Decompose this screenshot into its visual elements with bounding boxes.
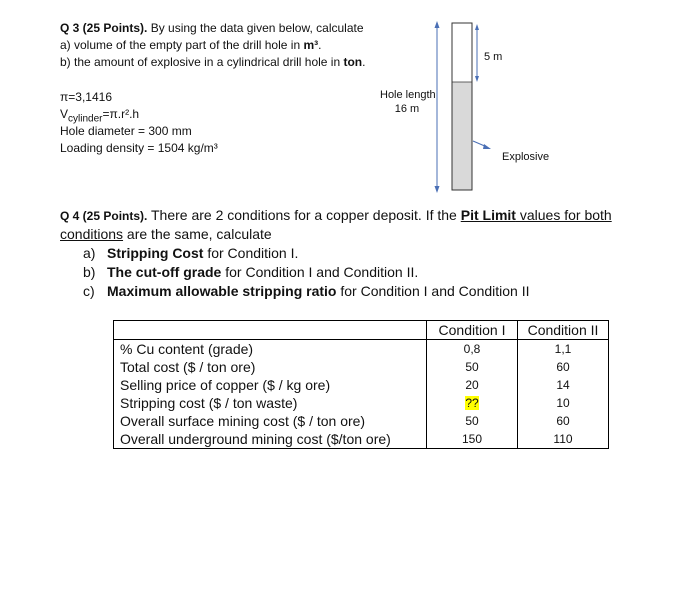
table-row (114, 358, 609, 376)
row-label: % Cu content (grade) (114, 340, 427, 359)
copper-conditions-table (113, 320, 609, 449)
hole-length-arrow-top (435, 21, 440, 28)
q3-heading (60, 20, 364, 37)
header-empty (114, 321, 427, 340)
unknown-value-highlight: ?? (465, 396, 479, 410)
top-length-arrow-bottom (475, 76, 479, 82)
volume-subscript: cylinder (68, 113, 103, 125)
row-label: Overall underground mining cost ($/ton ore) (114, 430, 427, 449)
condition-2-value: 60 (518, 412, 609, 430)
q4-item-c-rest: for Condition I and Condition II (336, 283, 530, 299)
q3-part-b-text: b) the amount of explosive in a cylindrical drill hole in (60, 55, 344, 69)
table-row (114, 394, 609, 412)
table-row (114, 412, 609, 430)
condition-2-value: 14 (518, 376, 609, 394)
volume-expression: =π.r².h (102, 107, 140, 121)
q4-conditions: conditions (60, 226, 124, 242)
condition-1-value (427, 394, 518, 412)
condition-1-value: 20 (427, 376, 518, 394)
hole-length-arrow-bottom (435, 186, 440, 193)
q4-item-b-bold: The cut-off grade (107, 264, 222, 280)
q4-item-a (83, 244, 298, 263)
q4-item-a-rest: for Condition I. (203, 245, 299, 261)
header-condition-1: Condition I (427, 321, 518, 340)
top-length-arrow-top (475, 24, 479, 30)
q3-part-a-unit: m³ (303, 38, 319, 52)
q4-item-c-bold: Maximum allowable stripping ratio (107, 283, 337, 299)
table-row (114, 376, 609, 394)
header-condition-2: Condition II (518, 321, 609, 340)
table-row (114, 430, 609, 449)
q3-part-b-end: . (362, 55, 366, 69)
volume-symbol: V (60, 107, 69, 121)
explosive-pointer-head (483, 144, 491, 149)
q4-heading-line1 (60, 206, 612, 226)
q3-part-b (60, 54, 365, 71)
q4-item-a-bold: Stripping Cost (107, 245, 204, 261)
condition-1-value: 50 (427, 412, 518, 430)
row-label: Total cost ($ / ton ore) (114, 358, 427, 376)
pit-limit-term: Pit Limit (460, 207, 516, 223)
q4-heading-line2 (60, 225, 272, 244)
condition-2-value: 110 (518, 430, 609, 449)
condition-1-value: 50 (427, 358, 518, 376)
hole-length-title: Hole length (380, 89, 436, 101)
condition-1-value: 150 (427, 430, 518, 449)
row-label: Selling price of copper ($ / kg ore) (114, 376, 427, 394)
q3-heading-bold: Q 3 (25 Points). (60, 21, 148, 35)
top-length-label: 5 m (484, 51, 503, 63)
q4-item-a-label: a) (83, 245, 96, 261)
q4-item-c (83, 282, 530, 301)
hole-length-value: 16 m (394, 103, 420, 115)
explosive-label: Explosive (502, 151, 550, 163)
q4-item-c-label: c) (83, 283, 95, 299)
q4-values-for-both: values for both (515, 207, 612, 223)
row-label: Stripping cost ($ / ton waste) (114, 394, 427, 412)
table-row (114, 340, 609, 359)
pi-value: π=3,1416 (60, 90, 112, 104)
loading-density: Loading density = 1504 kg/m³ (60, 141, 218, 155)
drill-hole-diagram (425, 18, 505, 196)
condition-1-value: 0,8 (427, 340, 518, 359)
q4-item-b-label: b) (83, 264, 96, 280)
row-label: Overall surface mining cost ($ / ton ore) (114, 412, 427, 430)
condition-2-value: 10 (518, 394, 609, 412)
explosive-column (453, 82, 472, 190)
q3-part-a-end: . (318, 38, 322, 52)
q3-heading-rest: By using the data given below, calculate (147, 21, 364, 35)
q3-part-a (60, 37, 321, 54)
q4-are-same: are the same, calculate (123, 226, 272, 242)
q3-part-b-unit: ton (343, 55, 363, 69)
q4-item-b-rest: for Condition I and Condition II. (221, 264, 419, 280)
table-header-row (114, 321, 609, 340)
condition-2-value: 1,1 (518, 340, 609, 359)
condition-2-value: 60 (518, 358, 609, 376)
q4-heading-rest: There are 2 conditions for a copper deposit. If the (147, 207, 461, 223)
q4-item-b (83, 263, 418, 282)
q3-part-a-text: a) volume of the empty part of the drill hole in (60, 38, 304, 52)
hole-diameter: Hole diameter = 300 mm (60, 124, 192, 138)
q4-heading-bold: Q 4 (25 Points). (60, 209, 148, 223)
